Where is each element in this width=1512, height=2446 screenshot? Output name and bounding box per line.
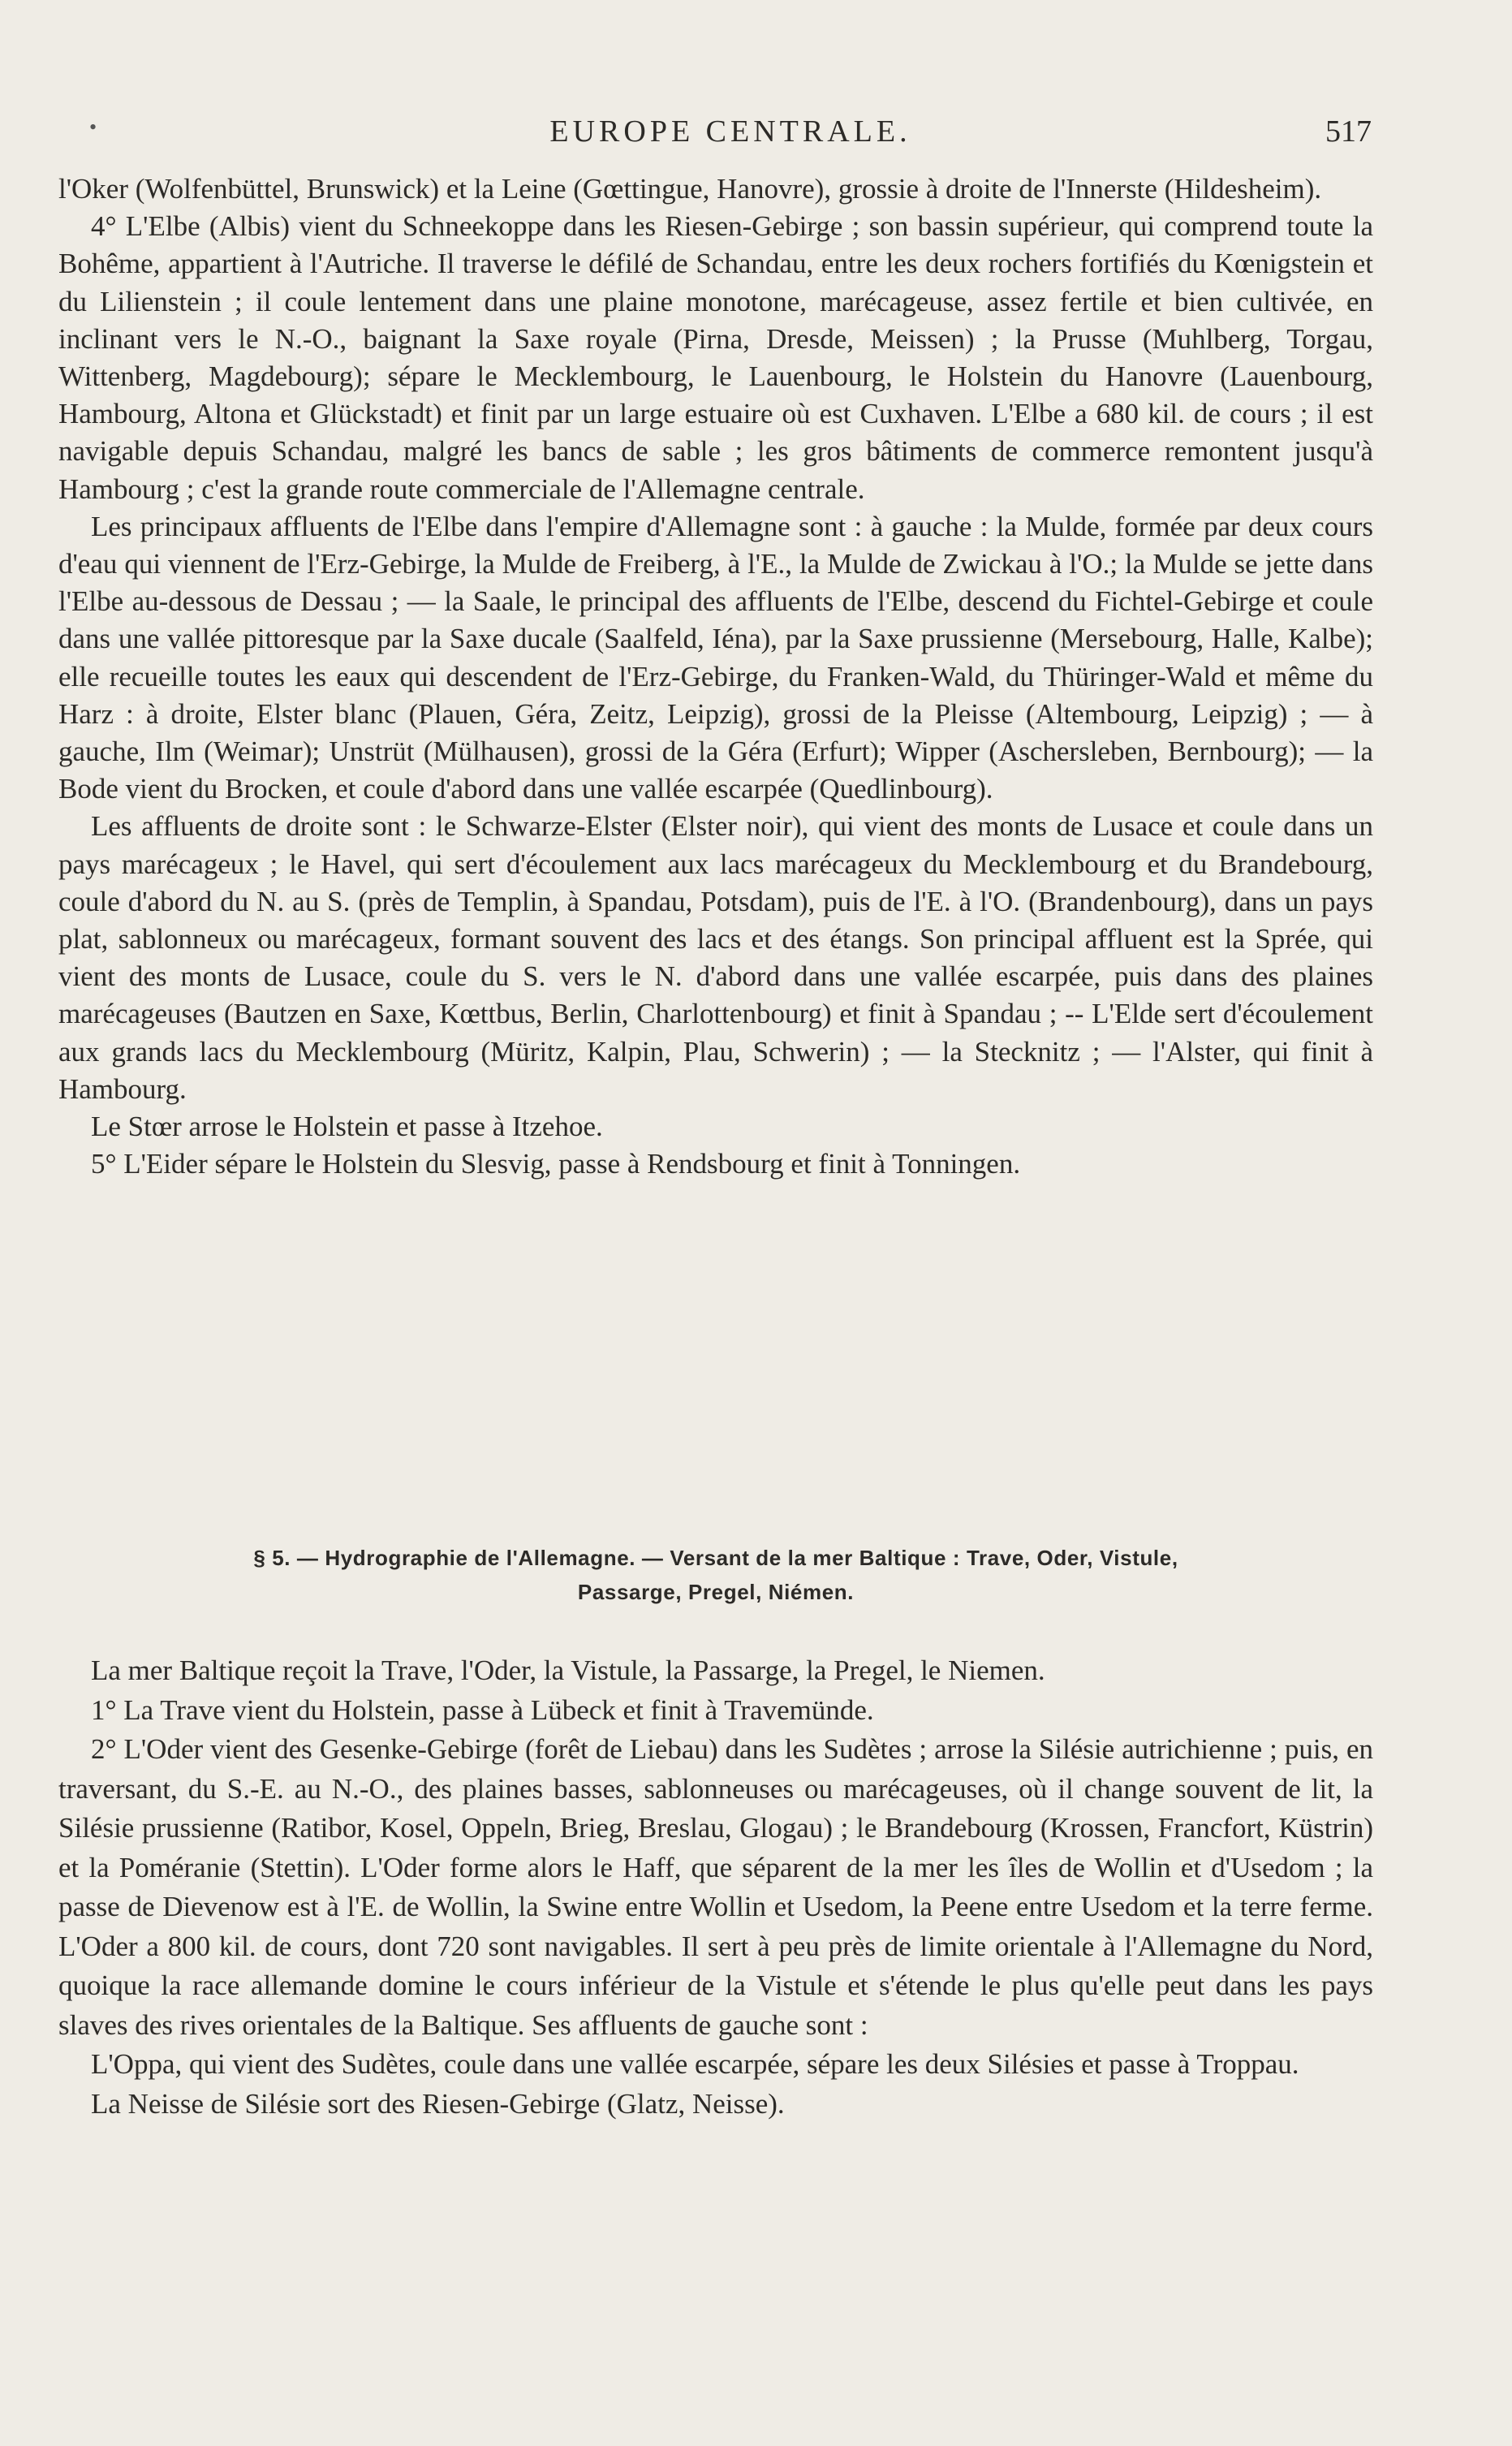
paragraph: l'Oker (Wolfenbüttel, Brunswick) et la Leine (Gœttingue, Hanovre), grossie à droite de l'Innerste (Hildesheim). [58, 173, 1322, 205]
paragraph: Le Stœr arrose le Holstein et passe à Itzehoe. [91, 1111, 603, 1143]
paragraph: L'Oppa, qui vient des Sudètes, coule dans une vallée escarpée, sépare les deux Silésies et passe à Troppau. [91, 2048, 1299, 2080]
paragraph: La mer Baltique reçoit la Trave, l'Oder, la Vistule, la Passarge, la Pregel, le Niemen. [91, 1654, 1045, 1686]
paragraph: Les principaux affluents de l'Elbe dans l'empire d'Allemagne sont : à gauche : la Mulde, formée par deux cours d'eau qui viennent de l'Erz-Gebirge, la Mulde de Freiberg, à l'E., la Mulde de Zwickau à l'O.; la Mulde se jette dans l'Elbe au-dessous de Dessau ; — la Saale, le principal des affluents de l'Elbe, descend du Fichtel-Gebirge et coule dans une vallée pittoresque par la Saxe ducale (Saalfeld, Iéna), par la Saxe prussienne (Mersebourg, Halle, Kalbe); elle recueille toutes les eaux qui descendent de l'Erz-Gebirge, du Franken-Wald, du Thüringer-Wald et même du Harz : à droite, Elster blanc (Plauen, Géra, Zeitz, Leipzig), grossi de la Pleisse (Altembourg, Leipzig) ; — à gauche, Ilm (Weimar); Unstrüt (Mülhausen), grossi de la Géra (Erfurt); Wipper (Aschersleben, Bernbourg); — la Bode vient du Brocken, et coule d'abord dans une vallée escarpée (Quedlinbourg). [58, 510, 1373, 805]
paragraph: 2° L'Oder vient des Gesenke-Gebirge (forêt de Liebau) dans les Sudètes ; arrose la Silésie autrichienne ; puis, en traversant, du S.-E. au N.-O., des plaines basses, sablonneuses ou marécageuses, où il change souvent de lit, la Silésie prussienne (Ratibor, Kosel, Oppeln, Brieg, Breslau, Glogau) ; le Brandebourg (Krossen, Francfort, Küstrin) et la Poméranie (Stettin). L'Oder forme alors le Haff, que séparent de la mer les îles de Wollin et d'Usedom ; la passe de Dievenow est à l'E. de Wollin, la Swine entre Wollin et Usedom, la Peene entre Usedom et la terre ferme. L'Oder a 800 kil. de cours, dont 720 sont navigables. Il sert à peu près de limite orientale à l'Allemagne du Nord, quoique la race allemande domine le cours inférieur de la Vistule et s'étende le plus qu'elle peut dans les pays slaves des rives orientales de la Baltique. Ses affluents de gauche sont : [58, 1733, 1373, 2041]
section-heading [58, 1541, 1373, 1609]
section-heading-line: § 5. — Hydrographie de l'Allemagne. — Versant de la mer Baltique : Trave, Oder, Vistule, [253, 1546, 1178, 1570]
paragraph: 1° La Trave vient du Holstein, passe à Lübeck et finit à Travemünde. [91, 1693, 874, 1726]
running-title: EUROPE CENTRALE. [549, 114, 911, 149]
paragraph: La Neisse de Silésie sort des Riesen-Gebirge (Glatz, Neisse). [91, 2087, 785, 2120]
text-block-bottom [58, 1651, 1373, 2124]
page-header [89, 114, 1372, 162]
paragraph: 4° L'Elbe (Albis) vient du Schneekoppe dans les Riesen-Gebirge ; son bassin supérieur, qui comprend toute la Bohême, appartient à l'Autriche. Il traverse le défilé de Schandau, entre les deux rochers fortifiés du Kœnigstein et du Lilienstein ; il coule lentement dans une plaine monotone, marécageuse, assez fertile et bien cultivée, en inclinant vers le N.-O., baignant la Saxe royale (Pirna, Dresde, Meissen) ; la Prusse (Muhlberg, Torgau, Wittenberg, Magdebourg); sépare le Mecklembourg, le Lauenbourg, le Holstein du Hanovre (Lauenbourg, Hambourg, Altona et Glückstadt) et finit par un large estuaire où est Cuxhaven. L'Elbe a 680 kil. de cours ; il est navigable depuis Schandau, malgré les bancs de sable ; les gros bâtiments de commerce remontent jusqu'à Hambourg ; c'est la grande route commerciale de l'Allemagne centrale. [58, 210, 1373, 505]
paragraph: Les affluents de droite sont : le Schwarze-Elster (Elster noir), qui vient des monts de Lusace et coule dans un pays marécageux ; le Havel, qui sert d'écoulement aux lacs marécageux du Mecklembourg et du Brandebourg, coule d'abord du N. au S. (près de Templin, à Spandau, Potsdam), puis de l'E. à l'O. (Brandenbourg), dans un pays plat, sablonneux ou marécageux, formant souvent des lacs et des étangs. Son principal affluent est la Sprée, qui vient des monts de Lusace, coule du S. vers le N. d'abord dans une vallée escarpée, puis dans des plaines marécageuses (Bautzen en Saxe, Kœttbus, Berlin, Charlottenbourg) et finit à Spandau ; -- L'Elde sert d'écoulement aux grands lacs du Mecklembourg (Müritz, Kalpin, Plau, Schwerin) ; — la Stecknitz ; — l'Alster, qui finit à Hambourg. [58, 810, 1373, 1105]
text-block-top [58, 170, 1373, 1183]
header-mark: • [89, 115, 97, 139]
section-heading-line: Passarge, Pregel, Niémen. [577, 1580, 855, 1604]
paragraph: 5° L'Eider sépare le Holstein du Slesvig, passe à Rendsbourg et finit à Tonningen. [91, 1148, 1021, 1180]
page-number: 517 [1325, 114, 1372, 149]
